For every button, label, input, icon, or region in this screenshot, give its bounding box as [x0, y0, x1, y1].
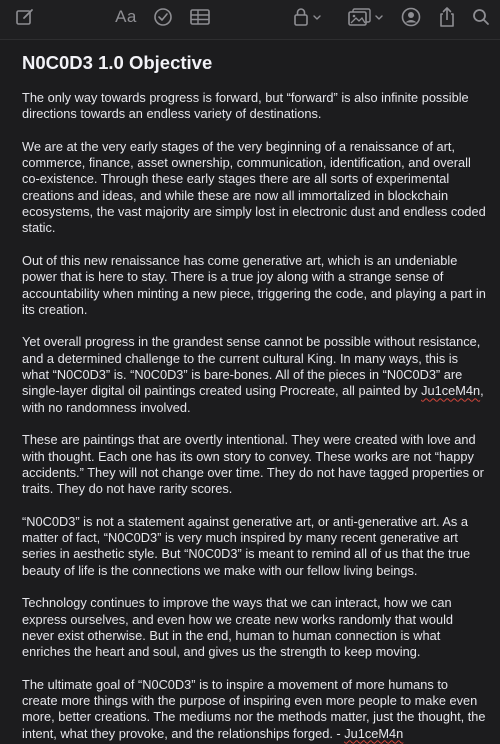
author-signature: Ju1ceM4n — [344, 725, 404, 741]
note-title: N0C0D3 1.0 Objective — [22, 52, 213, 73]
notes-toolbar — [0, 0, 500, 40]
paragraph-8-text: The ultimate goal of “N0C0D3” is to inspire a movement of more humans to create more things with the purpose of inspiring even more people to make even more, better creations. The mediums nor the methods matter, just the thought, the intent, what they provoke, and the relationships forged. - — [22, 676, 486, 741]
checklist-icon[interactable] — [152, 6, 174, 28]
person-circle-icon[interactable] — [399, 6, 423, 28]
note-paragraph-7: Technology continues to improve the ways that we can interact, how we can express ourselves, and even how we create new works randomly that would never exist otherwise. But in the end, human to human connection is what enriches the heart and soul, and gives us the strength to keep moving. — [22, 595, 454, 660]
note-paragraph-1: The only way towards progress is forward, but “forward” is also infinite possible directions towards an endless variety of destinations. — [22, 90, 469, 122]
note-paragraph-5: These are paintings that are overtly intentional. They were created with love and with thought. Each one has its own story to convey. These works are not “happy accidents.” They will not change over time. They do not have tagged properties or traits. They do not have rarity scores. — [22, 432, 484, 497]
paragraph-4-text: Yet overall progress in the grandest sense cannot be possible without resistance, and a determined challenge to the current cultural King. In many ways, this is what “N0C0D3” is. “N0C0D3” is bare-bones. All of the pieces in “N0C0D3” are single-layer digital oil paintings created using Procreate, all painted by — [22, 334, 481, 399]
note-paragraph-3: Out of this new renaissance has come generative art, which is an undeniable power that is here to stay. There is a true joy along with a strange sense of accountability when minting a new piece, triggering the code, and playing a part in its creation. — [22, 252, 486, 317]
text-format-icon[interactable]: Aa — [115, 7, 137, 26]
paragraph-4-text-end: , with no randomness involved. — [22, 383, 484, 415]
author-name: Ju1ceM4n — [421, 383, 481, 399]
compose-icon[interactable] — [14, 6, 36, 28]
note-paragraph-6: “N0C0D3” is not a statement against generative art, or anti-generative art. As a matter of fact, “N0C0D3” is very much inspired by many recent generative art series in aesthetic style. But “N0C0D3” is meant to remind all of us that the true beauty of life is the connections we make with our fellow living beings. — [22, 513, 471, 578]
note-paragraph-8 — [22, 677, 486, 742]
photo-icon[interactable] — [346, 6, 388, 28]
search-icon[interactable] — [470, 6, 492, 28]
note-paragraph-4 — [22, 334, 486, 415]
share-icon[interactable] — [436, 6, 458, 28]
lock-icon[interactable] — [292, 6, 326, 28]
table-icon[interactable] — [188, 6, 212, 28]
note-body[interactable] — [22, 50, 486, 742]
note-paragraph-2: We are at the very early stages of the very beginning of a renaissance of art, commerce, finance, asset ownership, communication, identification, and overall co-existence. Through these early stages there are all sorts of experimental creations and ideas, and while these are now all immortalized in blockchain ecosystems, the vast majority are simply lost in electronic dust and endless coded static. — [22, 138, 486, 236]
